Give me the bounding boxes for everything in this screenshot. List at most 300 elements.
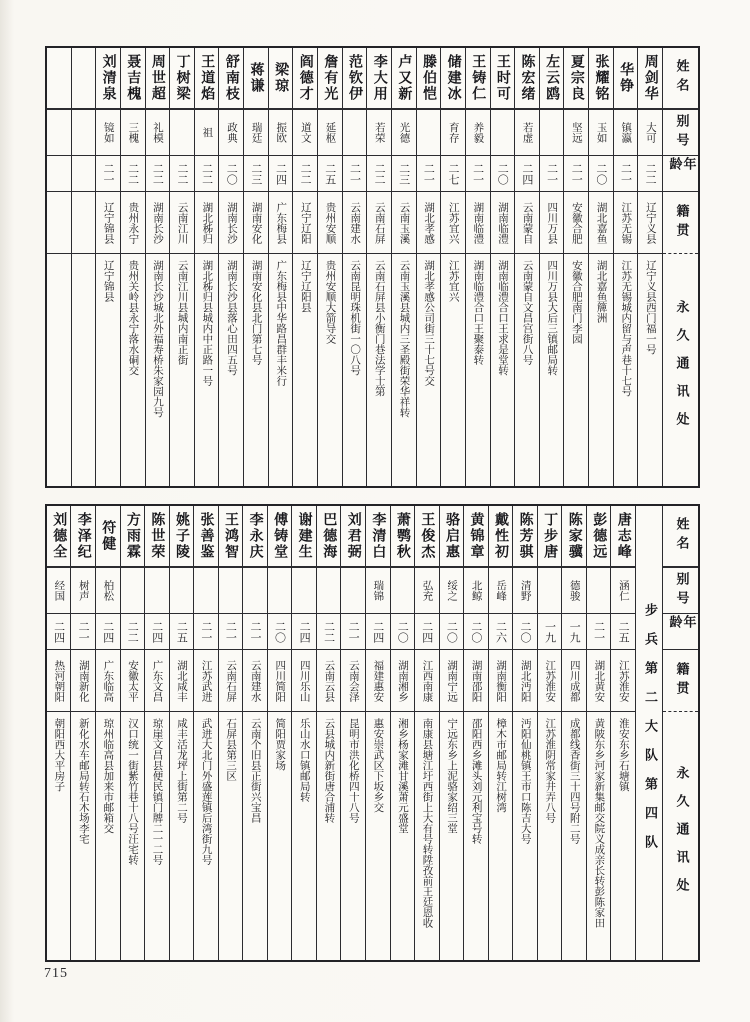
person-alias-cell (243, 568, 267, 614)
person-native-place-cell: 福建惠安 (366, 650, 390, 712)
person-alias-cell (317, 568, 341, 614)
person-age-cell: 二二 (121, 156, 145, 192)
person-alias-cell (417, 110, 441, 156)
person-native-place-cell: 云南蒙自 (515, 192, 539, 254)
person-alias-cell: 瑞廷 (244, 110, 268, 156)
person-alias-cell: 坚远 (564, 110, 588, 156)
person-alias-cell (292, 568, 316, 614)
person-alias-cell: 三槐 (121, 110, 145, 156)
person-native-place-cell: 四川成都 (562, 650, 586, 712)
person-address-cell: 乐山水口镇邮局转 (298, 718, 311, 802)
person-native-place-cell: 湖北孝感 (417, 192, 441, 254)
person-name-cell: 王俊杰 (415, 506, 439, 568)
person-name-cell: 张耀铭 (589, 48, 613, 110)
person-age-cell: 二一 (614, 156, 638, 192)
person-address-cell: 沔阳仙桃镇王市口陈吉大号 (519, 718, 532, 844)
person-age-cell: 一九 (538, 614, 562, 650)
empty-cell (72, 192, 96, 254)
person-alias-cell (121, 568, 145, 614)
person-name-cell: 卢又新 (392, 48, 416, 110)
person-address-cell: 安徽合肥南门李园 (570, 260, 583, 344)
person-age-cell: 二一 (417, 156, 441, 192)
person-native-place-cell: 安徽合肥 (564, 192, 588, 254)
person-column (169, 506, 194, 960)
person-column (218, 48, 243, 486)
person-native-place-cell: 贵州安顺 (318, 192, 342, 254)
person-address-cell: 湖南长沙县落心田四五号 (225, 260, 238, 376)
person-alias-cell: 弘充 (415, 568, 439, 614)
person-alias-cell: 经国 (47, 568, 71, 614)
person-age-cell: 二〇 (391, 614, 415, 650)
person-name-cell: 李泽纪 (71, 506, 95, 568)
person-column (463, 506, 488, 960)
person-column (316, 506, 341, 960)
person-address-cell: 湖南临澧合口王聚泰转 (472, 260, 485, 365)
person-age-cell: 二一 (96, 156, 120, 192)
person-age-cell: 二四 (415, 614, 439, 650)
person-address-cell: 成都线香街三十四号附二号 (568, 718, 581, 844)
person-alias-cell (194, 568, 218, 614)
person-address-cell: 湖南临澧合口王求是堂转 (497, 260, 509, 376)
person-address-cell: 云南蒙自文昌宫街八号 (521, 260, 534, 365)
person-alias-cell: 涵仁 (611, 568, 635, 614)
person-age-cell: 二四 (269, 156, 293, 192)
person-address-cell: 辽宁锦县 (102, 260, 115, 302)
person-address-cell: 琼崖文昌县便民镇门牌二一二号 (151, 718, 164, 865)
person-alias-cell: 养毅 (466, 110, 490, 156)
empty-cell (72, 156, 96, 192)
person-column (439, 506, 464, 960)
header-address-label: 永久通讯处 (673, 299, 689, 440)
empty-cell (47, 156, 71, 192)
person-name-cell: 王铸仁 (466, 48, 490, 110)
person-column (292, 48, 317, 486)
person-alias-cell (268, 568, 292, 614)
person-address-cell: 琼州临高县加来市邮箱交 (102, 718, 115, 834)
person-name-cell: 黄锦章 (464, 506, 488, 568)
person-native-place-cell: 湖北嘉鱼 (589, 192, 613, 254)
person-address-cell: 四川万县大后三镇邮局转 (546, 260, 559, 376)
person-name-cell: 周剑华 (638, 48, 662, 110)
person-name-cell: 李永庆 (243, 506, 267, 568)
person-age-cell: 二二 (170, 156, 194, 192)
person-native-place-cell: 云南玉溪 (392, 192, 416, 254)
roster-table-top (45, 46, 700, 488)
person-alias-cell: 道文 (293, 110, 317, 156)
person-alias-cell (145, 568, 169, 614)
person-address-cell: 云南昆明珠机街一〇八号 (349, 260, 362, 376)
person-alias-cell: 镜如 (96, 110, 120, 156)
person-age-cell: 二三 (244, 156, 268, 192)
person-address-cell: 简阳贾家场 (274, 718, 287, 771)
empty-cell (47, 48, 71, 110)
person-alias-cell: 德骏 (562, 568, 586, 614)
person-column (169, 48, 194, 486)
person-address-cell: 云南石屏县小衡门巷法学士第 (373, 260, 386, 397)
person-age-cell: 二〇 (219, 156, 243, 192)
person-column (390, 506, 415, 960)
person-name-cell: 丁步唐 (538, 506, 562, 568)
person-alias-cell (170, 568, 194, 614)
table-header-column (662, 48, 698, 486)
person-age-cell: 二一 (341, 614, 365, 650)
person-alias-cell: 振欧 (269, 110, 293, 156)
person-address-cell: 湖北孝感公司街三十七号交 (423, 260, 436, 386)
person-column (144, 506, 169, 960)
header-address-label: 永久通讯处 (673, 765, 689, 906)
person-alias-cell (343, 110, 367, 156)
person-name-cell: 王时可 (491, 48, 515, 110)
person-native-place-cell: 湖南宁远 (440, 650, 464, 712)
person-column (242, 506, 267, 960)
person-age-cell: 二五 (611, 614, 635, 650)
person-name-cell: 聂吉槐 (121, 48, 145, 110)
person-column (340, 506, 365, 960)
person-native-place-cell: 云南石屏 (367, 192, 391, 254)
person-native-place-cell: 四川乐山 (292, 650, 316, 712)
person-native-place-cell: 湖北咸丰 (170, 650, 194, 712)
person-name-cell: 李清白 (366, 506, 390, 568)
person-address-cell: 云南玉溪县城内三圣殿街荣华祥转 (398, 260, 411, 418)
person-alias-cell (538, 568, 562, 614)
person-name-cell: 戴性初 (489, 506, 513, 568)
header-native-label: 籍贯 (663, 192, 698, 254)
person-name-cell: 刘君弼 (341, 506, 365, 568)
empty-column (71, 48, 96, 486)
header-age-label: 年龄 (663, 156, 698, 192)
person-address-cell: 黄陂东乡河家新集邮交院义成亲长转彭陈家田 (593, 718, 606, 928)
person-age-cell: 二二 (121, 614, 145, 650)
person-alias-cell (587, 568, 611, 614)
person-name-cell: 华铮 (614, 48, 638, 110)
person-name-cell: 梁琼 (269, 48, 293, 110)
person-native-place-cell: 湖南长沙 (146, 192, 170, 254)
empty-cell (72, 254, 96, 486)
person-age-cell: 二一 (219, 614, 243, 650)
person-column (488, 506, 513, 960)
person-name-cell: 姚子陵 (170, 506, 194, 568)
person-native-place-cell: 辽宁锦县 (96, 192, 120, 254)
person-native-place-cell: 湖南长沙 (219, 192, 243, 254)
person-column (95, 48, 120, 486)
person-address-cell: 湘乡杨家滩甘溪萧元盛堂 (396, 718, 409, 834)
person-alias-cell: 祖 (195, 110, 219, 156)
person-column (637, 48, 662, 486)
person-address-cell: 咸丰活龙坪上街第二号 (176, 718, 189, 823)
person-column (490, 48, 515, 486)
person-name-cell: 夏宗良 (564, 48, 588, 110)
person-age-cell: 二四 (47, 614, 71, 650)
person-address-cell: 云南个旧县正街兴宝昌 (249, 718, 262, 823)
person-column (218, 506, 243, 960)
person-name-cell: 陈家骥 (562, 506, 586, 568)
person-native-place-cell: 四川万县 (540, 192, 564, 254)
person-column (586, 506, 611, 960)
person-age-cell: 二六 (489, 614, 513, 650)
person-column (291, 506, 316, 960)
person-name-cell: 储建冰 (441, 48, 465, 110)
person-column (610, 506, 635, 960)
person-address-cell: 朝阳西大平房子 (53, 718, 66, 792)
person-column (416, 48, 441, 486)
person-column (120, 506, 145, 960)
person-name-cell: 符健 (96, 506, 120, 568)
person-age-cell: 二一 (71, 614, 95, 650)
person-address-cell: 湖北秭归县城内中正路一号 (201, 260, 214, 386)
person-address-cell: 汉口统一街紫竹巷十八号汪宅转 (126, 718, 139, 865)
person-column (414, 506, 439, 960)
person-column (512, 506, 537, 960)
person-native-place-cell: 云南建水 (343, 192, 367, 254)
person-name-cell: 陈世荣 (145, 506, 169, 568)
person-native-place-cell: 湖南湘乡 (391, 650, 415, 712)
person-name-cell: 詹有光 (318, 48, 342, 110)
person-alias-cell: 镇瀛 (614, 110, 638, 156)
header-alias-label: 别号 (663, 568, 698, 614)
person-name-cell: 方雨霖 (121, 506, 145, 568)
empty-cell (47, 254, 71, 486)
person-age-cell: 二二 (638, 156, 662, 192)
person-age-cell: 二四 (292, 614, 316, 650)
person-name-cell: 丁树梁 (170, 48, 194, 110)
person-column (561, 506, 586, 960)
header-native-label: 籍贯 (663, 650, 698, 712)
person-alias-cell: 树声 (71, 568, 95, 614)
person-native-place-cell: 安徽太平 (121, 650, 145, 712)
person-alias-cell: 光德 (392, 110, 416, 156)
person-alias-cell: 育存 (441, 110, 465, 156)
person-name-cell: 周世超 (146, 48, 170, 110)
person-native-place-cell: 江苏宜兴 (441, 192, 465, 254)
person-column (440, 48, 465, 486)
person-name-cell: 刘清泉 (96, 48, 120, 110)
person-address-cell: 广东梅县中华路昌群丰米行 (275, 260, 288, 386)
person-alias-cell: 延枢 (318, 110, 342, 156)
person-address-cell: 南康县塘江圩西街上大有号转陞孜前王廷恩收 (421, 718, 434, 928)
table-header-column (662, 506, 698, 960)
person-address-cell: 贵州关岭县永宁落水硐交 (127, 260, 140, 376)
person-native-place-cell: 湖北黄安 (587, 650, 611, 712)
person-address-cell: 宁远东乡上泥骆家绍三堂 (446, 718, 459, 834)
person-age-cell: 二二 (367, 156, 391, 192)
person-name-cell: 王道焰 (195, 48, 219, 110)
person-native-place-cell: 云南会泽 (341, 650, 365, 712)
person-native-place-cell: 辽宁义县 (638, 192, 662, 254)
person-alias-cell: 政典 (219, 110, 243, 156)
person-age-cell: 二一 (194, 614, 218, 650)
person-native-place-cell: 贵州永宁 (121, 192, 145, 254)
person-name-cell: 舒南枝 (219, 48, 243, 110)
person-age-cell: 一九 (562, 614, 586, 650)
person-native-place-cell: 四川简阳 (268, 650, 292, 712)
page-number: 715 (44, 966, 68, 981)
person-alias-cell: 瑞锦 (366, 568, 390, 614)
person-native-place-cell: 江苏武进 (194, 650, 218, 712)
person-address-cell: 湖南安化县北门第七号 (250, 260, 263, 365)
person-column (465, 48, 490, 486)
header-name-label: 姓名 (663, 48, 698, 110)
unit-title: 步兵第二大队第四队 (642, 602, 658, 864)
person-native-place-cell: 云南建水 (243, 650, 267, 712)
person-alias-cell: 大可 (638, 110, 662, 156)
person-address-cell: 贵州安顺大箭导交 (324, 260, 337, 344)
person-alias-cell: 北鲸 (464, 568, 488, 614)
person-column (70, 506, 95, 960)
person-age-cell: 二二 (317, 614, 341, 650)
person-address-cell: 江苏淮阴常家井弄八号 (544, 718, 557, 823)
person-column (193, 506, 218, 960)
person-native-place-cell: 云南云县 (317, 650, 341, 712)
person-age-cell: 二一 (343, 156, 367, 192)
person-name-cell: 张善鉴 (194, 506, 218, 568)
person-address-cell: 江苏无锡城内留与声巷十七号 (620, 260, 633, 397)
person-address-cell: 昆明市洪化桥四十八号 (347, 718, 360, 823)
person-age-cell: 二五 (318, 156, 342, 192)
person-age-cell: 二〇 (440, 614, 464, 650)
person-address-cell: 湖北嘉鱼簰洲 (595, 260, 608, 323)
person-name-cell: 巴德海 (317, 506, 341, 568)
header-age-label: 年龄 (663, 614, 698, 650)
person-address-cell: 江苏宜兴 (447, 260, 460, 302)
person-age-cell: 二三 (392, 156, 416, 192)
person-age-cell: 二一 (466, 156, 490, 192)
person-native-place-cell: 云南江川 (170, 192, 194, 254)
person-age-cell: 二〇 (589, 156, 613, 192)
person-name-cell: 唐志峰 (611, 506, 635, 568)
person-name-cell: 蒋谦 (244, 48, 268, 110)
person-age-cell: 二一 (540, 156, 564, 192)
person-address-cell: 辽宁辽阳县 (299, 260, 312, 313)
person-age-cell: 二一 (564, 156, 588, 192)
person-native-place-cell: 江西南康 (415, 650, 439, 712)
person-age-cell: 二四 (96, 614, 120, 650)
person-column (243, 48, 268, 486)
person-alias-cell (391, 568, 415, 614)
person-address-cell: 惠安崇武区下坂乡交 (372, 718, 385, 813)
person-name-cell: 谢建生 (292, 506, 316, 568)
person-native-place-cell: 云南石屏 (219, 650, 243, 712)
person-address-cell: 邵阳西乡滩头刘元利宝号转 (470, 718, 483, 844)
person-column (194, 48, 219, 486)
person-name-cell: 傅铸堂 (268, 506, 292, 568)
person-address-cell: 云县城内新街唐合浦转 (323, 718, 336, 823)
header-name-label: 姓名 (663, 506, 698, 568)
person-age-cell: 二一 (587, 614, 611, 650)
person-age-cell: 二四 (145, 614, 169, 650)
person-address-cell: 石屏县第三区 (225, 718, 238, 781)
person-alias-cell: 清野 (513, 568, 537, 614)
person-alias-cell: 礼模 (146, 110, 170, 156)
person-name-cell: 陈宏绪 (515, 48, 539, 110)
person-column (145, 48, 170, 486)
person-name-cell: 滕伯恺 (417, 48, 441, 110)
person-age-cell: 二二 (146, 156, 170, 192)
person-address-cell: 新化水车邮局转石木场李宅 (77, 718, 90, 844)
person-column (268, 48, 293, 486)
empty-cell (72, 48, 96, 110)
person-column (365, 506, 390, 960)
person-age-cell: 二四 (366, 614, 390, 650)
roster-table-bottom (45, 504, 700, 962)
person-column (267, 506, 292, 960)
person-column (514, 48, 539, 486)
person-address-cell: 湖南长沙城北外福寿桥朱家园九号 (152, 260, 165, 418)
person-name-cell: 左云鸥 (540, 48, 564, 110)
person-age-cell: 二〇 (268, 614, 292, 650)
unit-title-column (635, 506, 662, 960)
person-alias-cell: 岳峰 (489, 568, 513, 614)
person-column (366, 48, 391, 486)
person-name-cell: 李大用 (367, 48, 391, 110)
empty-cell (47, 192, 71, 254)
person-alias-cell (540, 110, 564, 156)
person-address-cell: 樟木市邮局转江树湾 (495, 718, 508, 813)
person-name-cell: 骆启惠 (440, 506, 464, 568)
person-native-place-cell: 湖北秭归 (195, 192, 219, 254)
person-native-place-cell: 江苏淮安 (538, 650, 562, 712)
person-column (537, 506, 562, 960)
empty-cell (72, 110, 96, 156)
person-alias-cell: 绥之 (440, 568, 464, 614)
person-native-place-cell: 湖南衡阳 (489, 650, 513, 712)
person-alias-cell: 若虚 (515, 110, 539, 156)
person-address-cell: 辽宁义县西门福一号 (644, 260, 657, 355)
person-alias-cell: 玉如 (589, 110, 613, 156)
person-column (588, 48, 613, 486)
person-age-cell: 二〇 (491, 156, 515, 192)
person-age-cell: 二〇 (513, 614, 537, 650)
empty-cell (47, 110, 71, 156)
person-name-cell: 范钦伊 (343, 48, 367, 110)
person-column (539, 48, 564, 486)
person-address-cell: 淮安东乡石塘镇 (617, 718, 630, 792)
person-column (47, 506, 71, 960)
person-alias-cell (170, 110, 194, 156)
person-native-place-cell: 江苏无锡 (614, 192, 638, 254)
person-name-cell: 彭德远 (587, 506, 611, 568)
person-native-place-cell: 广东文昌 (145, 650, 169, 712)
person-column (563, 48, 588, 486)
person-native-place-cell: 湖南临澧 (491, 192, 515, 254)
person-native-place-cell: 辽宁辽阳 (293, 192, 317, 254)
person-alias-cell (341, 568, 365, 614)
person-native-place-cell: 湖北沔阳 (513, 650, 537, 712)
person-age-cell: 二四 (515, 156, 539, 192)
person-age-cell: 二一 (243, 614, 267, 650)
person-age-cell: 二五 (170, 614, 194, 650)
person-address-cell: 武进大北门外盛莲镇后湾街九号 (200, 718, 213, 865)
person-column (391, 48, 416, 486)
person-column (342, 48, 367, 486)
person-name-cell: 王鸿智 (219, 506, 243, 568)
person-native-place-cell: 湖南邵阳 (464, 650, 488, 712)
person-column (120, 48, 145, 486)
person-name-cell: 陈芳骐 (513, 506, 537, 568)
person-name-cell: 萧鹗秋 (391, 506, 415, 568)
header-alias-label: 别号 (663, 110, 698, 156)
empty-column (47, 48, 71, 486)
person-alias-cell: 柏松 (96, 568, 120, 614)
person-native-place-cell: 湖南临澧 (466, 192, 490, 254)
person-alias-cell (219, 568, 243, 614)
person-age-cell: 二〇 (464, 614, 488, 650)
person-age-cell: 二七 (441, 156, 465, 192)
person-native-place-cell: 广东临高 (96, 650, 120, 712)
person-column (317, 48, 342, 486)
person-column (95, 506, 120, 960)
person-native-place-cell: 广东梅县 (269, 192, 293, 254)
person-age-cell: 二二 (293, 156, 317, 192)
